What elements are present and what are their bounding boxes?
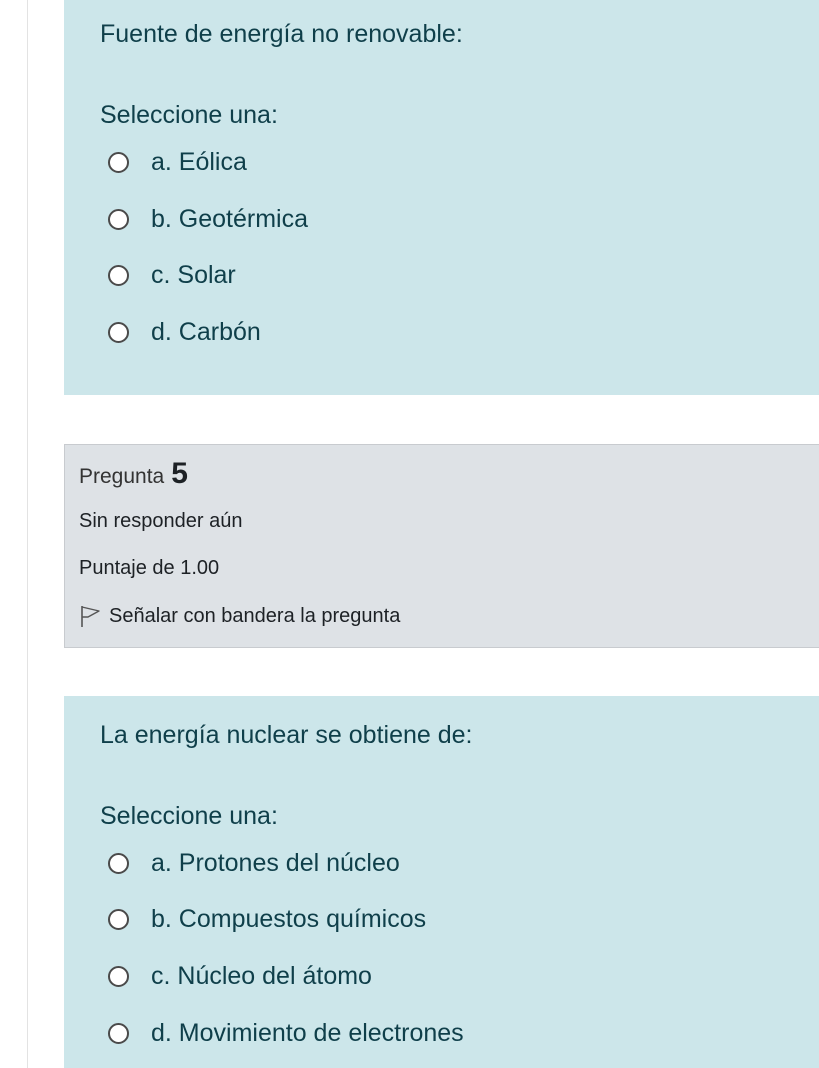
radio-unchecked-icon[interactable] [108, 1023, 129, 1044]
question-5-option-d[interactable] [108, 1016, 464, 1050]
option-label[interactable]: d. Carbón [151, 317, 261, 346]
radio-unchecked-icon[interactable] [108, 853, 129, 874]
question-5-info [64, 444, 819, 648]
radio-unchecked-icon[interactable] [108, 909, 129, 930]
option-label[interactable]: b. Compuestos químicos [151, 904, 427, 933]
question-4-text: Fuente de energía no renovable: [100, 20, 463, 48]
question-grade: Puntaje de 1.00 [79, 557, 220, 579]
radio-unchecked-icon[interactable] [108, 322, 129, 343]
radio-unchecked-icon[interactable] [108, 152, 129, 173]
question-5-option-b[interactable] [108, 902, 426, 936]
question-5-prompt: Seleccione una: [100, 802, 278, 830]
radio-unchecked-icon[interactable] [108, 209, 129, 230]
question-4-option-c[interactable] [108, 258, 236, 292]
flag-outline-icon[interactable] [79, 603, 101, 629]
question-4-content [64, 0, 819, 395]
question-4-prompt: Seleccione una: [100, 101, 278, 129]
question-4-option-a[interactable] [108, 145, 247, 179]
question-4-option-d[interactable] [108, 315, 261, 349]
option-label[interactable]: c. Solar [151, 260, 236, 289]
radio-unchecked-icon[interactable] [108, 265, 129, 286]
flag-question-link[interactable] [79, 603, 400, 629]
option-label[interactable]: a. Protones del núcleo [151, 848, 400, 877]
question-5-option-c[interactable] [108, 959, 372, 993]
question-label: Pregunta [79, 465, 165, 488]
question-5-option-a[interactable] [108, 846, 400, 880]
question-number: 5 [171, 457, 188, 490]
option-label[interactable]: a. Eólica [151, 147, 247, 176]
radio-unchecked-icon[interactable] [108, 966, 129, 987]
question-number-heading [79, 457, 188, 491]
question-5-content [64, 696, 819, 1068]
question-4-option-b[interactable] [108, 202, 308, 236]
question-status: Sin responder aún [79, 510, 243, 532]
flag-question-label[interactable]: Señalar con bandera la pregunta [109, 604, 401, 627]
option-label[interactable]: b. Geotérmica [151, 204, 309, 233]
page-left-border [27, 0, 28, 1068]
question-5-text: La energía nuclear se obtiene de: [100, 721, 473, 749]
option-label[interactable]: d. Movimiento de electrones [151, 1018, 464, 1047]
option-label[interactable]: c. Núcleo del átomo [151, 961, 372, 990]
